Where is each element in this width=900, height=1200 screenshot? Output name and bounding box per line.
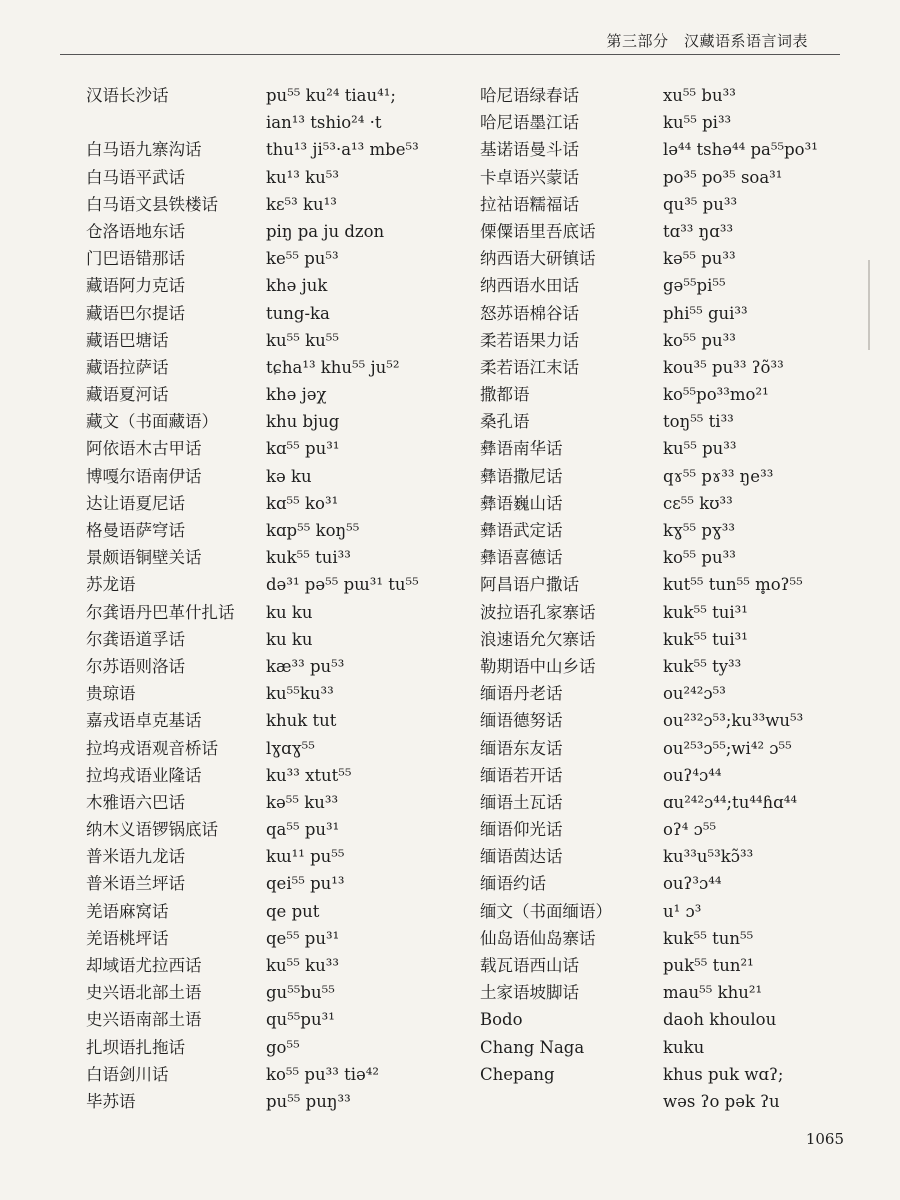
word-form: qe⁵⁵ pu³¹ <box>266 928 340 948</box>
language-name: 藏语巴塘话 <box>86 330 169 350</box>
word-form: qei⁵⁵ pu¹³ <box>266 874 345 894</box>
word-form: khuk tut <box>266 711 337 731</box>
word-form: kɯ¹¹ pu⁵⁵ <box>266 847 345 867</box>
word-form: gu⁵⁵bu⁵⁵ <box>266 983 335 1003</box>
word-form: ou²³²ɔ⁵³;ku³³wu⁵³ <box>663 711 804 731</box>
language-name: 白马语平武话 <box>86 167 185 187</box>
language-name: 仓洛语地东话 <box>86 221 185 241</box>
language-name: 缅语茵达话 <box>480 847 563 867</box>
word-form: kɑ⁵⁵ ko³¹ <box>266 493 339 513</box>
word-form: piŋ pa ju dzon <box>266 221 385 241</box>
language-name: 缅语若开话 <box>480 765 563 785</box>
word-form: po³⁵ po³⁵ soa³¹ <box>663 167 783 187</box>
language-name: 阿昌语户撒话 <box>480 575 579 595</box>
language-name: 缅语德努话 <box>480 711 563 731</box>
left-language-column <box>86 82 261 1115</box>
language-name: 缅语约话 <box>480 874 546 894</box>
word-form: kə⁵⁵ ku³³ <box>266 792 339 812</box>
word-form: ku⁵⁵ pi³³ <box>663 113 732 133</box>
word-form: gə⁵⁵pi⁵⁵ <box>663 276 726 296</box>
language-name: 格曼语萨穹话 <box>86 521 185 540</box>
word-form: ou²⁴²ɔ⁵³ <box>663 684 726 704</box>
language-name: 纳木义语锣锅底话 <box>86 820 218 840</box>
language-name: 纳西语大研镇话 <box>480 249 596 269</box>
language-name: Chepang <box>480 1064 555 1084</box>
word-form: kɑp⁵⁵ koŋ⁵⁵ <box>266 521 360 540</box>
language-name: 白马语文县铁楼话 <box>86 194 218 214</box>
language-name <box>480 1088 660 1115</box>
word-form: ko⁵⁵ pu³³ <box>663 548 736 568</box>
language-name: 羌语麻窝话 <box>86 901 169 921</box>
language-name: 缅文（书面缅语） <box>480 901 612 921</box>
language-name: 桑孔语 <box>480 412 530 432</box>
word-form: ku⁵⁵ ku³³ <box>266 956 339 975</box>
language-name: 柔若语江末话 <box>480 357 579 377</box>
word-form: puk⁵⁵ tun²¹ <box>663 956 754 975</box>
word-form: ouʔ³ɔ⁴⁴ <box>663 874 722 894</box>
word-form: ko⁵⁵ pu³³ tiə⁴² <box>266 1064 379 1084</box>
page-number: 1065 <box>805 1130 844 1148</box>
language-name: 嘉戎语卓克基话 <box>86 711 202 731</box>
word-form: ku ku <box>266 602 313 622</box>
language-name: 博嘎尔语南伊话 <box>86 466 202 486</box>
word-form: pu⁵⁵ ku²⁴ tiau⁴¹; <box>266 86 396 105</box>
language-name: 载瓦语西山话 <box>480 956 579 975</box>
language-name: 史兴语北部土语 <box>86 983 202 1003</box>
word-form: kɣ⁵⁵ pɣ³³ <box>663 521 736 540</box>
language-name: 苏龙语 <box>86 575 136 595</box>
word-form: də³¹ pə⁵⁵ pɯ³¹ tu⁵⁵ <box>266 575 419 595</box>
language-name: 彝语撒尼话 <box>480 466 563 486</box>
word-form: ian¹³ tshio²⁴ ·t <box>266 113 382 133</box>
language-name: 藏文（书面藏语） <box>86 412 218 432</box>
language-name: 缅语仰光话 <box>480 820 563 840</box>
language-name: 傈僳语里吾底话 <box>480 221 596 241</box>
word-form: phi⁵⁵ gui³³ <box>663 303 748 323</box>
word-form: toŋ⁵⁵ ti³³ <box>663 412 734 432</box>
word-form: kuk⁵⁵ tui³³ <box>266 548 351 568</box>
word-form: ouʔ⁴ɔ⁴⁴ <box>663 765 722 785</box>
word-form: ku ku <box>266 629 313 649</box>
language-name: 白马语九寨沟话 <box>86 140 202 160</box>
word-form: kuk⁵⁵ tui³¹ <box>663 629 748 649</box>
language-name: 彝语巍山话 <box>480 493 563 513</box>
word-form: wəs ʔo pək ʔu <box>663 1091 780 1111</box>
word-form: ku⁵⁵ku³³ <box>266 684 334 704</box>
language-name: 尔龚语丹巴革什扎话 <box>86 602 235 622</box>
word-form: lə⁴⁴ tshə⁴⁴ pa⁵⁵po³¹ <box>663 140 818 160</box>
language-name: 基诺语曼斗话 <box>480 140 579 160</box>
word-form: ko⁵⁵ pu³³ <box>663 330 736 350</box>
language-name: 普米语九龙话 <box>86 847 185 867</box>
word-form: tɕha¹³ khu⁵⁵ ju⁵² <box>266 357 400 377</box>
language-name: 却域语尤拉西话 <box>86 956 202 975</box>
right-form-column <box>663 82 863 1115</box>
language-name: 怒苏语棉谷话 <box>480 303 579 323</box>
language-name: 白语剑川话 <box>86 1064 169 1084</box>
word-form: ou²⁵³ɔ⁵⁵;wi⁴² ɔ⁵⁵ <box>663 738 792 758</box>
word-form: u¹ ɔ³ <box>663 901 702 921</box>
word-form: ke⁵⁵ pu⁵³ <box>266 249 339 269</box>
language-name: 毕苏语 <box>86 1091 136 1111</box>
language-name: 拉坞戎语观音桥话 <box>86 738 218 758</box>
language-name: 纳西语水田话 <box>480 276 579 296</box>
word-form: pu⁵⁵ puŋ³³ <box>266 1091 351 1111</box>
language-name: 柔若语果力话 <box>480 330 579 350</box>
language-name: 拉祜语糯福话 <box>480 194 579 214</box>
language-name: 缅语东友话 <box>480 738 563 758</box>
language-name: 卡卓语兴蒙话 <box>480 167 579 187</box>
language-name: Bodo <box>480 1010 523 1030</box>
language-name: 门巴语错那话 <box>86 249 185 269</box>
word-form: kuku <box>663 1037 705 1057</box>
word-form: ku³³ xtut⁵⁵ <box>266 765 352 785</box>
language-name: 缅语土瓦话 <box>480 792 563 812</box>
word-form: khu bjug <box>266 412 340 432</box>
word-form: kæ³³ pu⁵³ <box>266 656 345 676</box>
language-name: 史兴语南部土语 <box>86 1010 202 1030</box>
word-form: ku⁵⁵ pu³³ <box>663 439 737 459</box>
language-name <box>86 109 261 136</box>
word-form: kou³⁵ pu³³ ʔõ³³ <box>663 357 784 377</box>
language-name: 浪速语允欠寨话 <box>480 629 596 649</box>
language-name: 景颇语铜壁关话 <box>86 548 202 568</box>
right-language-column <box>480 82 660 1115</box>
language-name: 扎坝语扎拖话 <box>86 1037 185 1057</box>
word-form: cɛ⁵⁵ kʊ³³ <box>663 493 733 513</box>
language-name: 尔苏语则洛话 <box>86 656 185 676</box>
language-name: 哈尼语墨江话 <box>480 113 579 133</box>
word-form: khus puk wɑʔ; <box>663 1064 784 1084</box>
word-form: khə juk <box>266 276 328 296</box>
word-form: khə jəχ <box>266 385 327 405</box>
word-form: ku¹³ ku⁵³ <box>266 167 339 187</box>
language-name: 波拉语孔家寨话 <box>480 602 596 622</box>
language-name: 彝语武定话 <box>480 521 563 540</box>
word-form: daoh khoulou <box>663 1010 777 1030</box>
word-form: kut⁵⁵ tun⁵⁵ m̥oʔ⁵⁵ <box>663 575 803 595</box>
language-name: 达让语夏尼话 <box>86 493 185 513</box>
language-name: 藏语阿力克话 <box>86 276 185 296</box>
running-header: 第三部分 汉藏语系语言词表 <box>606 32 808 50</box>
word-form: kuk⁵⁵ tun⁵⁵ <box>663 928 754 948</box>
language-name: 缅语丹老话 <box>480 684 563 704</box>
word-form: xu⁵⁵ bu³³ <box>663 86 736 105</box>
language-name: 普米语兰坪话 <box>86 874 185 894</box>
word-form: oʔ⁴ ɔ⁵⁵ <box>663 820 717 840</box>
word-form: kə⁵⁵ pu³³ <box>663 249 736 269</box>
word-form: go⁵⁵ <box>266 1037 300 1057</box>
language-name: 尔龚语道孚话 <box>86 629 185 649</box>
language-name: 藏语拉萨话 <box>86 357 169 377</box>
word-form: thu¹³ ji⁵³·a¹³ mbe⁵³ <box>266 140 419 160</box>
word-form: kuk⁵⁵ tui³¹ <box>663 602 748 622</box>
language-name: 彝语南华话 <box>480 439 563 459</box>
language-name: 藏语夏河话 <box>86 385 169 405</box>
language-name: Chang Naga <box>480 1037 585 1057</box>
word-form: ku⁵⁵ ku⁵⁵ <box>266 330 339 350</box>
word-form: qu³⁵ pu³³ <box>663 194 738 214</box>
language-name: 贵琼语 <box>86 684 136 704</box>
language-name: 勒期语中山乡话 <box>480 656 596 676</box>
language-name: 藏语巴尔提话 <box>86 303 185 323</box>
word-form: tɑ³³ ŋɑ³³ <box>663 221 734 241</box>
word-form: mau⁵⁵ khu²¹ <box>663 983 763 1003</box>
word-form: qu⁵⁵pu³¹ <box>266 1010 335 1030</box>
word-form: kɑ⁵⁵ pu³¹ <box>266 439 340 459</box>
language-name: 彝语喜德话 <box>480 548 563 568</box>
language-name: 汉语长沙话 <box>86 86 169 105</box>
left-form-column <box>266 82 481 1115</box>
word-form: qe put <box>266 901 320 921</box>
word-form: ɑu²⁴²ɔ⁴⁴;tu⁴⁴ɦɑ⁴⁴ <box>663 792 797 812</box>
page-edge-mark <box>868 260 870 350</box>
word-form: kɛ⁵³ ku¹³ <box>266 194 337 214</box>
word-form: lɣɑɣ⁵⁵ <box>266 738 315 758</box>
word-form: qɤ⁵⁵ pɤ³³ ŋe³³ <box>663 466 774 486</box>
word-form: kuk⁵⁵ ty³³ <box>663 656 742 676</box>
language-name: 仙岛语仙岛寨话 <box>480 928 596 948</box>
language-name: 哈尼语绿春话 <box>480 86 579 105</box>
word-form: kə ku <box>266 466 312 486</box>
language-name: 撒都语 <box>480 385 530 405</box>
language-name: 羌语桃坪话 <box>86 928 169 948</box>
word-form: ko⁵⁵po³³mo²¹ <box>663 385 769 405</box>
language-name: 拉坞戎语业隆话 <box>86 765 202 785</box>
word-form: ku³³u⁵³kɔ̃³³ <box>663 847 754 867</box>
language-name: 阿依语木古甲话 <box>86 439 202 459</box>
word-form: tung-ka <box>266 303 330 323</box>
word-form: qa⁵⁵ pu³¹ <box>266 820 340 840</box>
header-rule <box>60 54 840 55</box>
language-name: 木雅语六巴话 <box>86 792 185 812</box>
language-name: 土家语坡脚话 <box>480 983 579 1003</box>
